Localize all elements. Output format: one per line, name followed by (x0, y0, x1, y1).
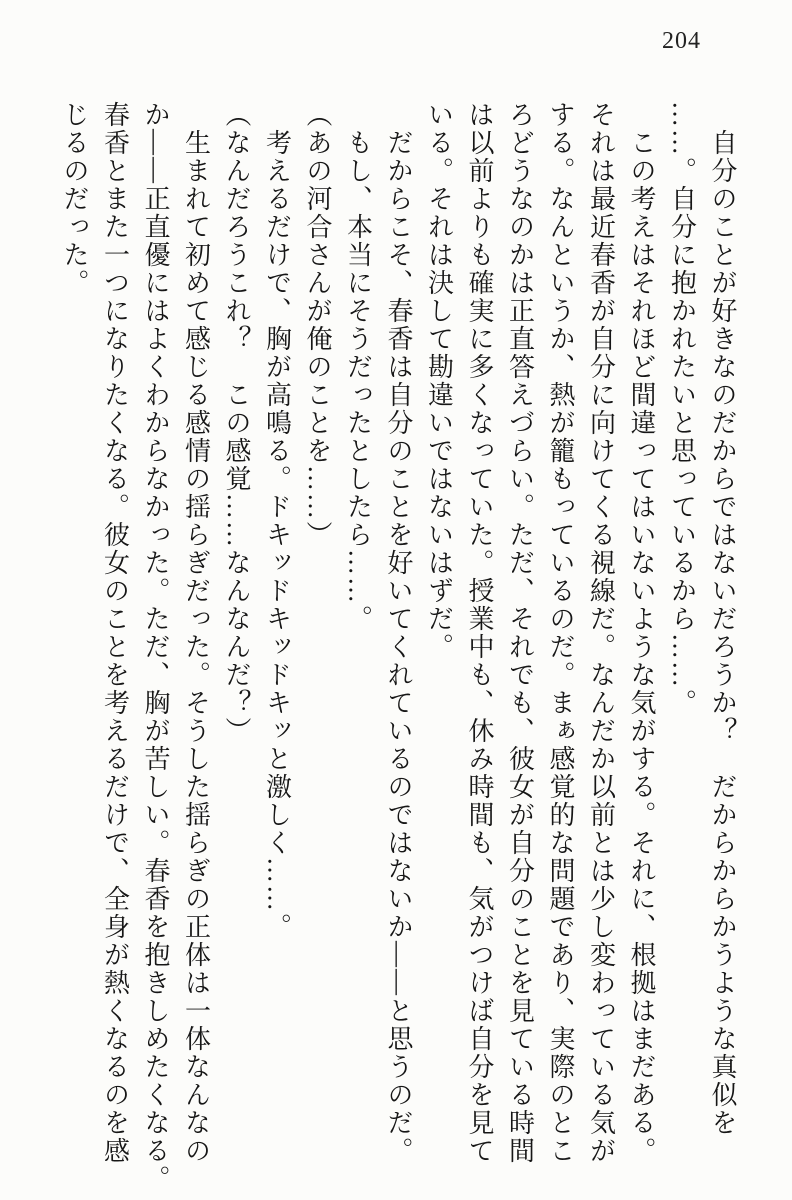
text-line: いる。それは決して勘違いではないはずだ。 (424, 101, 454, 661)
text-line: する。なんというか、熱が籠もっているのだ。まぁ感覚的な問題であり、実際のとこ (546, 101, 575, 1165)
text-line: （あの河合さんが俺のことを……） (303, 101, 332, 549)
text-line: 自分のことが好きなのだからではないだろうか？ だからからかうような真似を (708, 101, 737, 1137)
text-line: だからこそ、春香は自分のことを好いてくれているのではないか――と思うのだ。 (384, 101, 413, 1165)
text-line: 考えるだけで、胸が高鳴る。ドキッドキッドキッと激しく……。 (262, 101, 292, 941)
text-line: ろどうなのかは正直答えづらい。ただ、それでも、彼女が自分のことを見ている時間 (505, 101, 535, 1165)
body-text (52, 101, 742, 1199)
text-line: じるのだった。 (60, 101, 89, 297)
text-line: もし、本当にそうだったとしたら……。 (343, 101, 373, 633)
text-line: ……。自分に抱かれたいと思っているから……。 (667, 101, 697, 717)
text-line: 生まれて初めて感じる感情の揺らぎだった。そうした揺らぎの正体は一体なんなの (181, 101, 211, 1165)
text-line: か――正直優にはよくわからなかった。ただ、胸が苦しい。春香を抱きしめたくなる。 (141, 101, 170, 1193)
page-number: 204 (662, 28, 701, 54)
text-line: （なんだろうこれ？ この感覚……なんなんだ？） (222, 101, 251, 745)
text-line: この考えはそれほど間違ってはいないような気がする。それに、根拠はまだある。 (627, 101, 656, 1165)
text-line: は以前よりも確実に多くなっていた。授業中も、休み時間も、気がつけば自分を見て (465, 101, 494, 1165)
text-line: それは最近春香が自分に向けてくる視線だ。なんだか以前とは少し変わっている気が (586, 101, 616, 1165)
text-line: 春香とまた一つになりたくなる。彼女のことを考えるだけで、全身が熱くなるのを感 (100, 101, 130, 1165)
